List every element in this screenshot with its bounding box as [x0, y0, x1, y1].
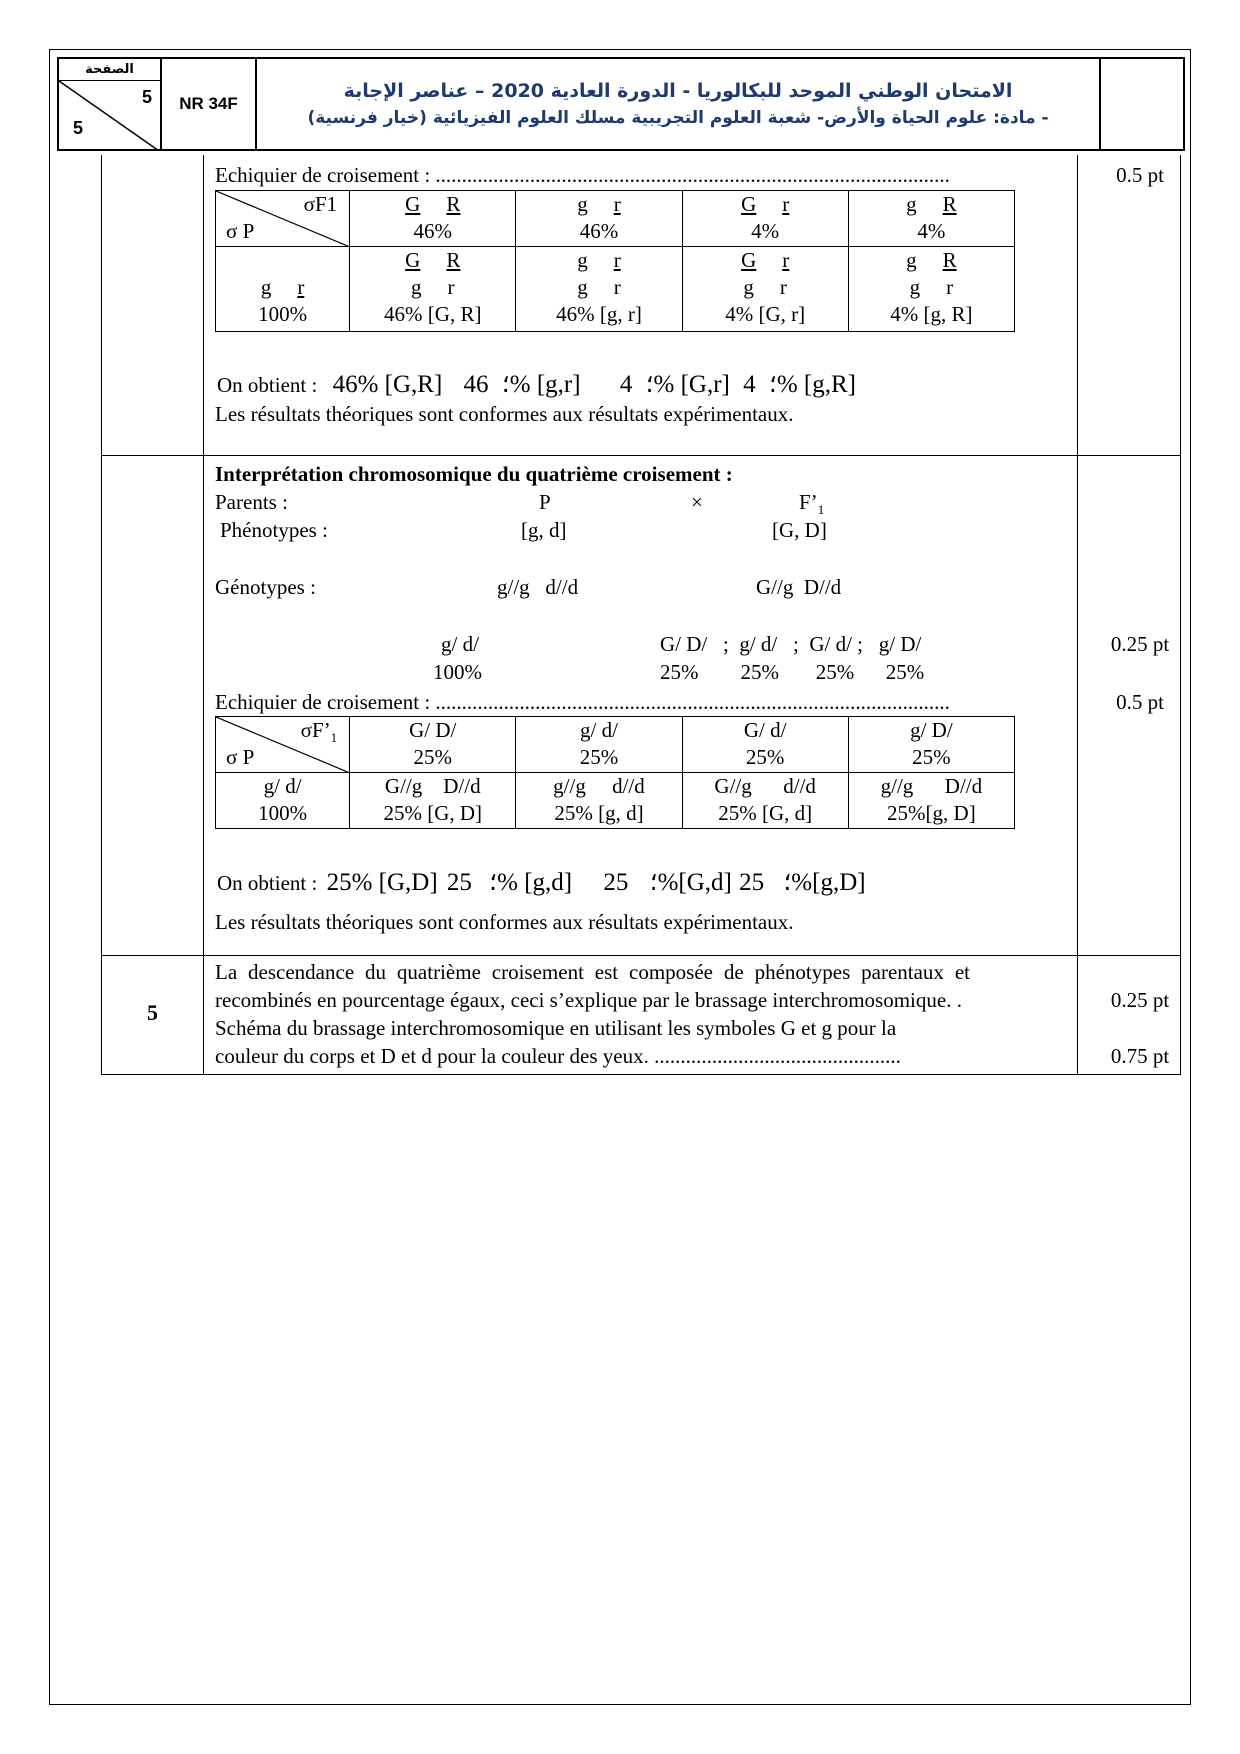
section3-line3: Schéma du brassage interchromosomique en utilisant les symboles G et g pour la [215, 1016, 897, 1040]
gamete-col-1-pct: 46% [413, 219, 452, 243]
points-echiquier-1: 0.5 pt [1116, 163, 1164, 187]
cell-3-top-b: r [782, 248, 790, 272]
cell-2-bot-b: r [613, 275, 621, 299]
row-gamete-label: g/ d/ [263, 774, 302, 798]
cell-2-top-b: r [613, 248, 621, 272]
points-echiquier-2: 0.5 pt [1116, 690, 1164, 714]
parent-f [799, 490, 824, 518]
gamete-col-4-allele-b: R [942, 192, 957, 216]
cell-4-bot-a: g [909, 275, 921, 299]
gamete-col-2 [516, 717, 682, 773]
exam-code: NR 34F [162, 59, 257, 149]
cell-1-bot-b: r [447, 275, 455, 299]
genotype-f: G//g D//d [756, 575, 842, 599]
row-gamete-allele-b: r [297, 275, 305, 299]
cell-3-bot-b: r [779, 275, 787, 299]
cell-2-result: 25% [g, d] [554, 801, 644, 825]
page-current: 5 [141, 87, 152, 107]
obtient-sep-3: ؛ [768, 371, 777, 398]
gamete-col-1-pct: 25% [413, 745, 452, 769]
gamete-col-3 [682, 191, 848, 247]
grid-col-divider-1 [203, 155, 204, 1074]
section2-title: Interprétation chromosomique du quatrième croisement : [215, 462, 733, 486]
phenotype-p: [g, d] [521, 518, 567, 542]
cell-2-top-a: g [577, 248, 588, 272]
cross-symbol: × [691, 490, 703, 514]
cross-cell-4 [848, 773, 1014, 829]
obtient-value-3: 4% [G,r] [619, 371, 730, 398]
cell-2-bot-a: g [577, 275, 588, 299]
gamete-col-1-label: G/ D/ [409, 718, 457, 742]
page-total: 5 [73, 118, 84, 138]
gamete-col-2 [516, 191, 682, 247]
obtient-value-1: 25% [G,D] [326, 869, 438, 896]
cross-cell-3 [682, 247, 848, 332]
cell-3-genotype: G//g d//d [714, 774, 816, 798]
gamete-col-1-allele-a: G [405, 192, 421, 216]
points-section3-2: 0.75 pt [1110, 1044, 1170, 1068]
gamete-col-3-pct: 4% [751, 219, 780, 243]
gamete-col-3-allele-b: r [782, 192, 790, 216]
gamete-col-3 [682, 717, 848, 773]
genotypes-label: Génotypes : [215, 575, 316, 599]
parent-p: P [539, 490, 551, 514]
obtient-sep-3: ؛ [783, 869, 792, 896]
cross-cell-1 [350, 773, 516, 829]
obtient-value-4: 4% [g,R] [743, 371, 856, 398]
gamete-col-4 [848, 717, 1014, 773]
cell-2-result: 46% [g, r] [556, 302, 642, 326]
row-gamete-cell [216, 773, 350, 829]
section3-line2: recombinés en pourcentage égaux, ceci s’explique par le brassage interchromosomique. . [215, 988, 962, 1012]
parent-f-sub: 1 [817, 502, 825, 518]
corner-top-label [301, 717, 338, 751]
obtient-line-2 [217, 868, 866, 898]
obtient-label: On obtient : [217, 871, 318, 895]
gamete-col-2-pct: 46% [579, 219, 619, 243]
cell-1-result: 46% [G, R] [384, 302, 482, 326]
section3-line1: La descendance du quatrième croisement est composée de phénotypes parentaux et [215, 960, 970, 984]
gamete-col-3-label: G/ d/ [743, 718, 787, 742]
cross-cell-1 [350, 247, 516, 332]
obtient-value-4: 25%[g,D] [739, 869, 866, 896]
gamete-col-2-allele-a: g [577, 192, 588, 216]
row-gamete-pct: 100% [258, 801, 308, 825]
cell-3-result: 4% [G, r] [725, 302, 806, 326]
gamete-col-1-allele-b: R [446, 192, 461, 216]
row-gamete-cell [216, 247, 350, 332]
gametes-f-pct: 25% 25% 25% 25% [660, 660, 925, 684]
cross-cell-2 [516, 773, 682, 829]
obtient-value-2: 25% [g,d] [446, 869, 573, 896]
cross-table-1-corner [216, 191, 350, 247]
cell-3-result: 25% [G, d] [718, 801, 813, 825]
gamete-col-3-allele-a: G [741, 192, 757, 216]
row-gamete-pct: 100% [258, 302, 308, 326]
cell-4-top-a: g [906, 248, 917, 272]
corner-top-sub: 1 [330, 730, 338, 746]
cell-4-result: 4% [g, R] [890, 302, 973, 326]
page-label: الصفحة [59, 61, 160, 81]
obtient-sep-1: ؛ [501, 371, 510, 398]
cross-table-1 [215, 190, 1015, 332]
cell-4-genotype: g//g D//d [880, 774, 983, 798]
cell-1-top-b: R [446, 248, 461, 272]
echiquier-label-1: Echiquier de croisement : .................................................................................................. [215, 163, 950, 187]
gamete-col-2-pct: 25% [579, 745, 619, 769]
phenotype-f: [G, D] [772, 518, 827, 542]
cross-cell-2 [516, 247, 682, 332]
gamete-col-2-allele-b: r [613, 192, 621, 216]
obtient-value-2: 46% [g,r] [463, 371, 581, 398]
conclusion-1: Les résultats théoriques sont conformes aux résultats expérimentaux. [215, 402, 794, 426]
gamete-col-3-pct: 25% [745, 745, 785, 769]
gamete-col-4-pct: 4% [917, 219, 946, 243]
obtient-line-1 [217, 370, 856, 400]
gametes-p-pct: 100% [433, 660, 482, 684]
cross-table-2 [215, 716, 1015, 829]
genotype-p: g//g d//d [497, 575, 579, 599]
cell-3-top-a: G [741, 248, 757, 272]
gamete-col-4-allele-a: g [906, 192, 917, 216]
cell-4-bot-b: r [946, 275, 954, 299]
corner-bottom-label: σ P [226, 745, 255, 769]
points-section3-1: 0.25 pt [1110, 988, 1170, 1012]
gametes-f: G/ D/ ; g/ d/ ; G/ d/ ; g/ D/ [660, 632, 922, 656]
obtient-value-1: 46% [G,R] [332, 371, 443, 398]
grid-row-divider-2 [102, 955, 1180, 956]
exam-header [57, 57, 1185, 151]
obtient-sep-2: ؛ [645, 371, 654, 398]
gamete-col-2-label: g/ d/ [580, 718, 618, 742]
cross-table-2-corner [216, 717, 350, 773]
corner-top-text: σF’ [300, 718, 331, 742]
page-number-box [59, 59, 162, 149]
obtient-sep-2: ؛ [649, 869, 658, 896]
cell-1-bot-a: g [411, 275, 422, 299]
echiquier-label-2: Echiquier de croisement : .................................................................................................. [215, 690, 950, 714]
question-number: 5 [147, 1000, 158, 1025]
points-gametes: 0.25 pt [1110, 632, 1170, 656]
gamete-col-4-label: g/ D/ [910, 718, 953, 742]
cell-1-result: 25% [G, D] [383, 801, 483, 825]
gamete-col-4 [848, 191, 1014, 247]
header-empty-cell [1101, 59, 1183, 149]
conclusion-2: Les résultats théoriques sont conformes aux résultats expérimentaux. [215, 910, 794, 934]
cell-3-bot-a: g [743, 275, 754, 299]
row-gamete-allele-a: g [260, 275, 272, 299]
exam-title [257, 59, 1101, 149]
section3-line4: couleur du corps et D et d pour la couleur des yeux. ............................................... [215, 1044, 901, 1068]
corner-top-label: σF1 [303, 192, 338, 216]
cross-cell-3 [682, 773, 848, 829]
cell-1-genotype: G//g D//d [384, 774, 481, 798]
gamete-col-1 [350, 717, 516, 773]
exam-title-line2: - مادة: علوم الحياة والأرض- شعبة العلوم التجريبية مسلك العلوم الفيزيائية (خيار فرنسية) [307, 108, 1049, 128]
exam-title-line1: الامتحان الوطني الموحد للبكالوريا - الدورة العادية 2020 – عناصر الإجابة [343, 80, 1013, 102]
gametes-p: g/ d/ [441, 632, 479, 656]
cell-2-genotype: g//g d//d [553, 774, 645, 798]
obtient-label: On obtient : [217, 373, 318, 397]
corner-bottom-label: σ P [226, 219, 255, 243]
gamete-col-1 [350, 191, 516, 247]
obtient-sep-1: ؛ [489, 869, 498, 896]
parent-f-label: F’ [799, 490, 818, 514]
parents-label: Parents : [215, 490, 288, 514]
grid-row-divider-1 [102, 455, 1180, 456]
cross-cell-4 [848, 247, 1014, 332]
gamete-col-4-pct: 25% [912, 745, 951, 769]
phenotypes-label: Phénotypes : [220, 518, 328, 542]
grid-col-divider-2 [1077, 155, 1078, 1074]
cell-4-top-b: R [942, 248, 957, 272]
cell-1-top-a: G [405, 248, 421, 272]
cell-4-result: 25%[g, D] [887, 801, 976, 825]
obtient-value-3: 25%[G,d] [603, 869, 732, 896]
